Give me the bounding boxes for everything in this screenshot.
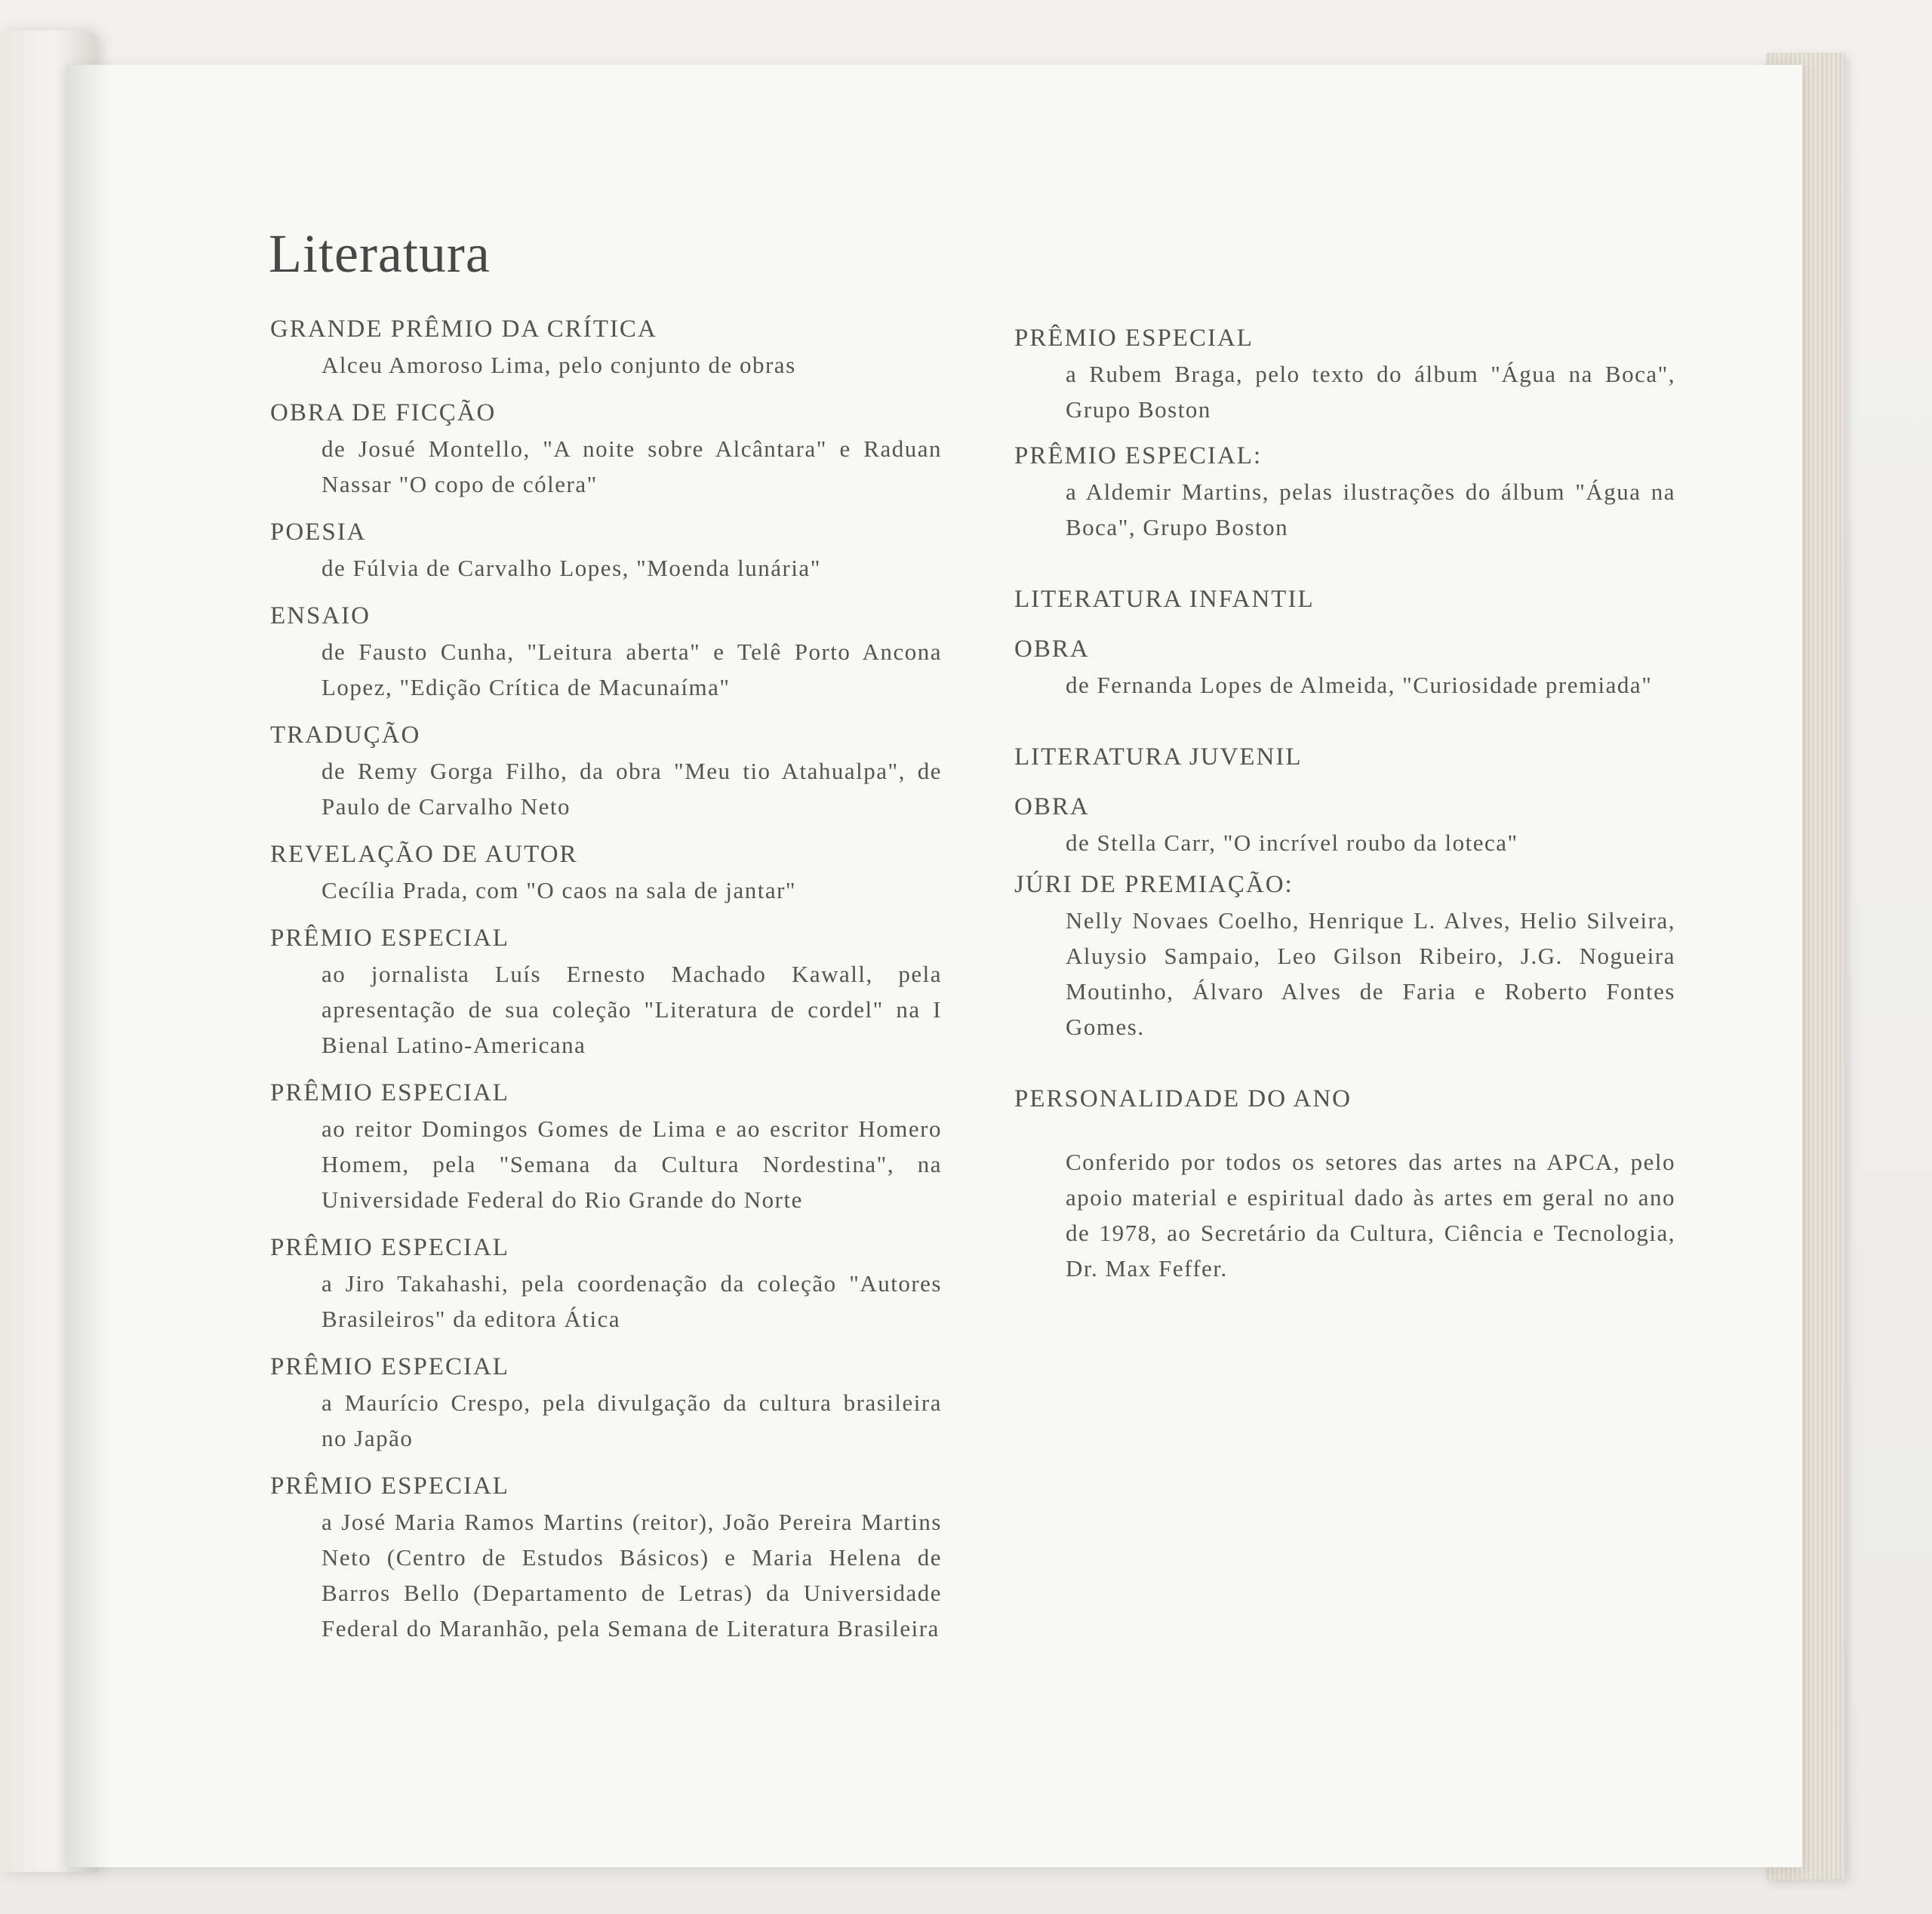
award-text: de Fausto Cunha, "Leitura aberta" e Telê Porto Ancona Lopez, "Edição Crítica de Macunaíma"	[321, 639, 942, 700]
section-juvenil	[1014, 739, 1675, 860]
award-text: a Maurício Crespo, pela divulgação da cultura brasileira no Japão	[321, 1389, 942, 1451]
award-heading: PRÊMIO ESPECIAL	[270, 925, 509, 952]
section-infantil	[1014, 581, 1675, 703]
award-heading: REVELAÇÃO DE AUTOR	[270, 841, 578, 868]
section-heading: LITERATURA INFANTIL	[1014, 586, 1315, 613]
award-entry	[270, 1229, 942, 1337]
award-entry	[270, 1468, 942, 1646]
award-entry	[270, 920, 942, 1063]
award-text: de Fúlvia de Carvalho Lopes, "Moenda lunária"	[321, 555, 821, 581]
section-heading: PERSONALIDADE DO ANO	[1014, 1085, 1352, 1112]
award-entry	[270, 717, 942, 824]
jury-entry	[1014, 866, 1675, 1045]
award-entry	[270, 1075, 942, 1217]
award-entry	[270, 1349, 942, 1456]
personalidade-text: Conferido por todos os setores das artes na APCA, pelo apoio material e espiritual dado às artes em geral no ano de 1978, ao Secretário da Cultura, Ciência e Tecnologia, Dr. Max Feffer.	[1066, 1149, 1675, 1282]
right-column	[1014, 320, 1675, 1286]
award-entry	[270, 836, 942, 908]
award-heading: GRANDE PRÊMIO DA CRÍTICA	[270, 315, 657, 343]
award-text: de Stella Carr, "O incrível roubo da loteca"	[1066, 829, 1518, 856]
award-text: de Fernanda Lopes de Almeida, "Curiosidade premiada"	[1066, 672, 1653, 698]
award-heading: PRÊMIO ESPECIAL	[270, 1234, 509, 1261]
award-entry	[1014, 320, 1675, 427]
award-heading: PRÊMIO ESPECIAL:	[1014, 442, 1263, 469]
award-heading: PRÊMIO ESPECIAL	[1014, 325, 1254, 352]
award-text: de Josué Montello, "A noite sobre Alcântara" e Raduan Nassar "O copo de cólera"	[321, 435, 942, 497]
jury-heading: JÚRI DE PREMIAÇÃO:	[1014, 871, 1294, 898]
award-entry	[270, 598, 942, 705]
section-heading: LITERATURA JUVENIL	[1014, 743, 1303, 771]
jury-text: Nelly Novaes Coelho, Henrique L. Alves, Helio Silveira, Aluysio Sampaio, Leo Gilson Ribeiro, J.G. Nogueira Moutinho, Álvaro Alves de Faria e Roberto Fontes Gomes.	[1066, 907, 1675, 1040]
award-heading: OBRA	[1014, 793, 1090, 820]
award-text: Alceu Amoroso Lima, pelo conjunto de obras	[321, 352, 796, 378]
award-entry	[270, 514, 942, 586]
award-heading: PRÊMIO ESPECIAL	[270, 1353, 509, 1380]
award-heading: OBRA	[1014, 635, 1090, 663]
award-text: a Rubem Braga, pelo texto do álbum "Água na Boca", Grupo Boston	[1066, 361, 1675, 423]
page-title: Literatura	[269, 223, 491, 284]
award-text: de Remy Gorga Filho, da obra "Meu tio Atahualpa", de Paulo de Carvalho Neto	[321, 758, 942, 820]
award-heading: PRÊMIO ESPECIAL	[270, 1079, 509, 1106]
award-heading: PRÊMIO ESPECIAL	[270, 1472, 509, 1500]
award-entry	[1014, 438, 1675, 545]
award-text: ao jornalista Luís Ernesto Machado Kawall, pela apresentação de sua coleção "Literatura de cordel" na I Bienal Latino-Americana	[321, 961, 942, 1058]
gutter-shadow	[66, 65, 112, 1867]
award-entry	[270, 395, 942, 502]
award-text: a Jiro Takahashi, pela coordenação da coleção "Autores Brasileiros" da editora Ática	[321, 1270, 942, 1332]
award-text: a José Maria Ramos Martins (reitor), João Pereira Martins Neto (Centro de Estudos Básicos) e Maria Helena de Barros Bello (Departamento de Letras) da Universidade Federal do Maranhão, pela Semana de Literatura Brasileira	[321, 1509, 942, 1642]
award-heading: ENSAIO	[270, 602, 371, 629]
left-column	[270, 311, 942, 1658]
award-heading: OBRA DE FICÇÃO	[270, 399, 497, 426]
section-personalidade	[1014, 1081, 1675, 1286]
award-text: Cecília Prada, com "O caos na sala de jantar"	[321, 877, 797, 903]
award-text: ao reitor Domingos Gomes de Lima e ao escritor Homero Homem, pela "Semana da Cultura Nordestina", na Universidade Federal do Rio Grande do Norte	[321, 1115, 942, 1213]
award-text: a Aldemir Martins, pelas ilustrações do álbum "Água na Boca", Grupo Boston	[1066, 478, 1675, 540]
award-heading: TRADUÇÃO	[270, 722, 421, 749]
award-entry	[270, 311, 942, 383]
award-heading: POESIA	[270, 519, 367, 546]
